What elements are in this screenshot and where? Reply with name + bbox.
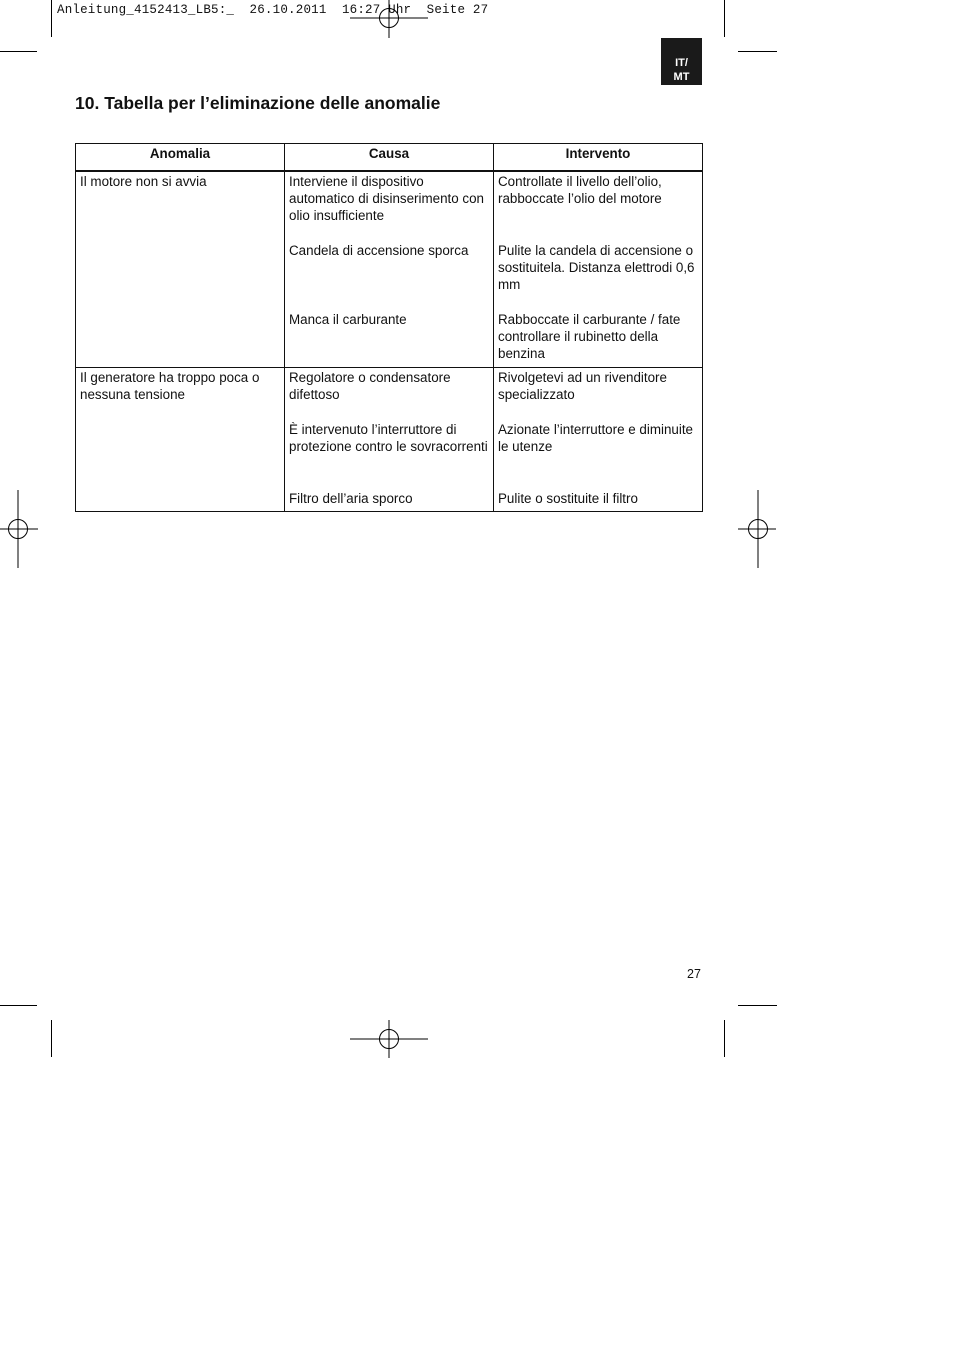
crop-mark [51,1020,52,1057]
action-text: Azionate l’interruttore e diminuite le utenze [498,422,694,455]
anomaly-cell [76,171,285,368]
language-tab-line2: MT [673,71,690,83]
table-row [76,171,703,368]
anomaly-cell [76,368,285,512]
anomaly-text: Il motore non si avvia [80,174,207,189]
crop-mark [51,0,52,37]
section-title: 10. Tabella per l’eliminazione delle anomalie [75,93,441,113]
anomaly-text: Il generatore ha troppo poca o nessuna tensione [80,370,260,403]
cause-text: Filtro dell’aria sporco [289,491,413,506]
action-text: Controllate il livello dell’olio, rabboccate l’olio del motore [498,174,662,207]
print-slug: Anleitung_4152413_LB5:_ 26.10.2011 16:27 Uhr Seite 27 [57,3,489,17]
language-tab [661,38,702,85]
crop-mark [738,1005,777,1006]
registration-mark-icon [0,490,38,568]
troubleshooting-table [75,143,703,512]
table-row [76,368,703,512]
cause-cell [285,368,494,512]
language-tab-line1: IT/ [675,57,688,69]
cause-text: È intervenuto l’interruttore di protezione contro le sovracorrenti [289,422,488,455]
action-text: Pulite la candela di accensione o sostituitela. Distanza elettrodi 0,6 mm [498,243,695,293]
page-number: 27 [687,967,701,981]
action-cell [494,368,703,512]
column-header-anomaly: Anomalia [76,144,285,172]
cause-text: Manca il carburante [289,312,407,327]
crop-mark [738,51,777,52]
registration-mark-icon [350,1020,428,1058]
cause-cell [285,171,494,368]
crop-mark [0,1005,37,1006]
column-header-cause: Causa [285,144,494,172]
column-header-action: Intervento [494,144,703,172]
action-cell [494,171,703,368]
registration-mark-icon [350,0,428,38]
crop-mark [724,0,725,37]
cause-text: Candela di accensione sporca [289,243,469,258]
action-text: Rabboccate il carburante / fate controllare il rubinetto della benzina [498,312,681,362]
crop-mark [724,1020,725,1057]
action-text: Pulite o sostituite il filtro [498,491,638,506]
registration-mark-icon [738,490,776,568]
action-text: Rivolgetevi ad un rivenditore specializzato [498,370,667,403]
table-header-row [76,144,703,172]
cause-text: Interviene il dispositivo automatico di disinserimento con olio insufficiente [289,174,485,224]
cause-text: Regolatore o condensatore difettoso [289,370,451,403]
crop-mark [0,51,37,52]
